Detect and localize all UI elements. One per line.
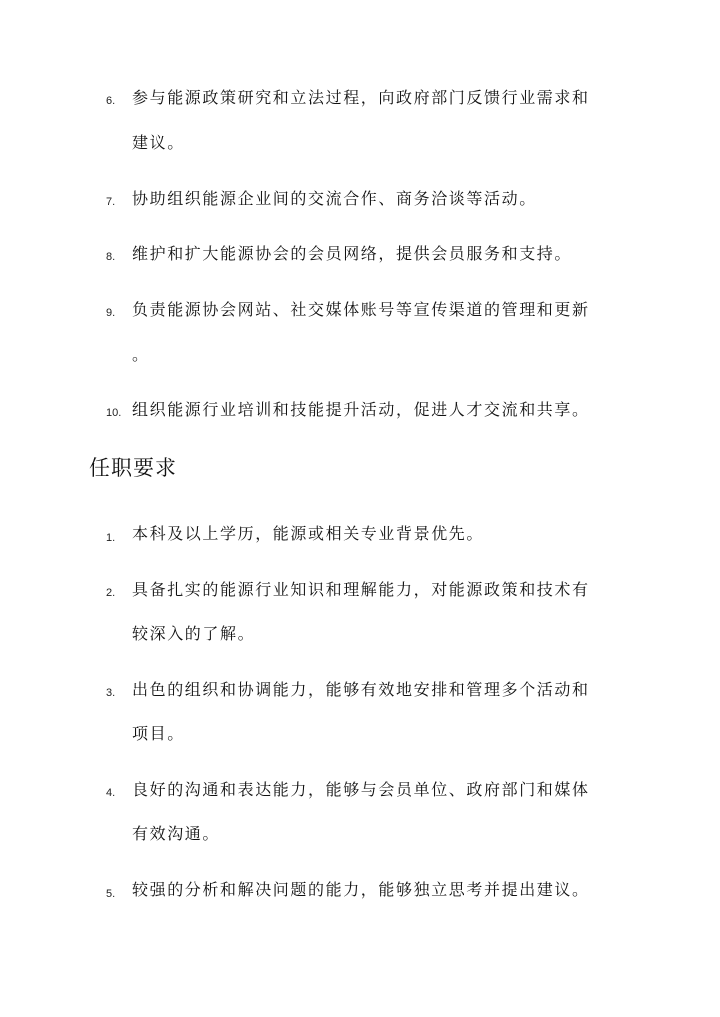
list-number: 1. <box>106 532 116 544</box>
list-number: 8. <box>106 251 116 263</box>
list-number: 2. <box>106 587 116 599</box>
section-heading-requirements: 任职要求 <box>89 456 177 480</box>
list-number: 4. <box>106 787 116 799</box>
list-number: 5. <box>106 888 116 900</box>
list-item-text: 具备扎实的能源行业知识和理解能力，对能源政策和技术有 <box>132 580 590 599</box>
list-item-text: 协助组织能源企业间的交流合作、商务洽谈等活动。 <box>132 189 537 208</box>
list-item-text-continued: 建议。 <box>132 133 185 152</box>
list-item-text: 参与能源政策研究和立法过程，向政府部门反馈行业需求和 <box>132 88 590 107</box>
list-item-text-continued: 。 <box>132 345 150 364</box>
list-number: 9. <box>106 307 116 319</box>
list-item-text-continued: 有效沟通。 <box>132 824 221 843</box>
list-item-text-continued: 较深入的了解。 <box>132 624 256 643</box>
list-item-text: 维护和扩大能源协会的会员网络，提供会员服务和支持。 <box>132 244 573 263</box>
list-item-text: 出色的组织和协调能力，能够有效地安排和管理多个活动和 <box>132 680 590 699</box>
list-number: 6. <box>106 95 116 107</box>
list-item-text: 组织能源行业培训和技能提升活动，促进人才交流和共享。 <box>132 400 590 419</box>
list-number: 7. <box>106 196 116 208</box>
list-item-text-continued: 项目。 <box>132 724 185 743</box>
list-item-text: 良好的沟通和表达能力，能够与会员单位、政府部门和媒体 <box>132 780 590 799</box>
list-item-text: 负责能源协会网站、社交媒体账号等宣传渠道的管理和更新 <box>132 300 590 319</box>
list-item-text: 本科及以上学历，能源或相关专业背景优先。 <box>132 524 485 543</box>
list-item-text: 较强的分析和解决问题的能力，能够独立思考并提出建议。 <box>132 880 590 899</box>
list-number: 10. <box>106 407 122 419</box>
list-number: 3. <box>106 687 116 699</box>
